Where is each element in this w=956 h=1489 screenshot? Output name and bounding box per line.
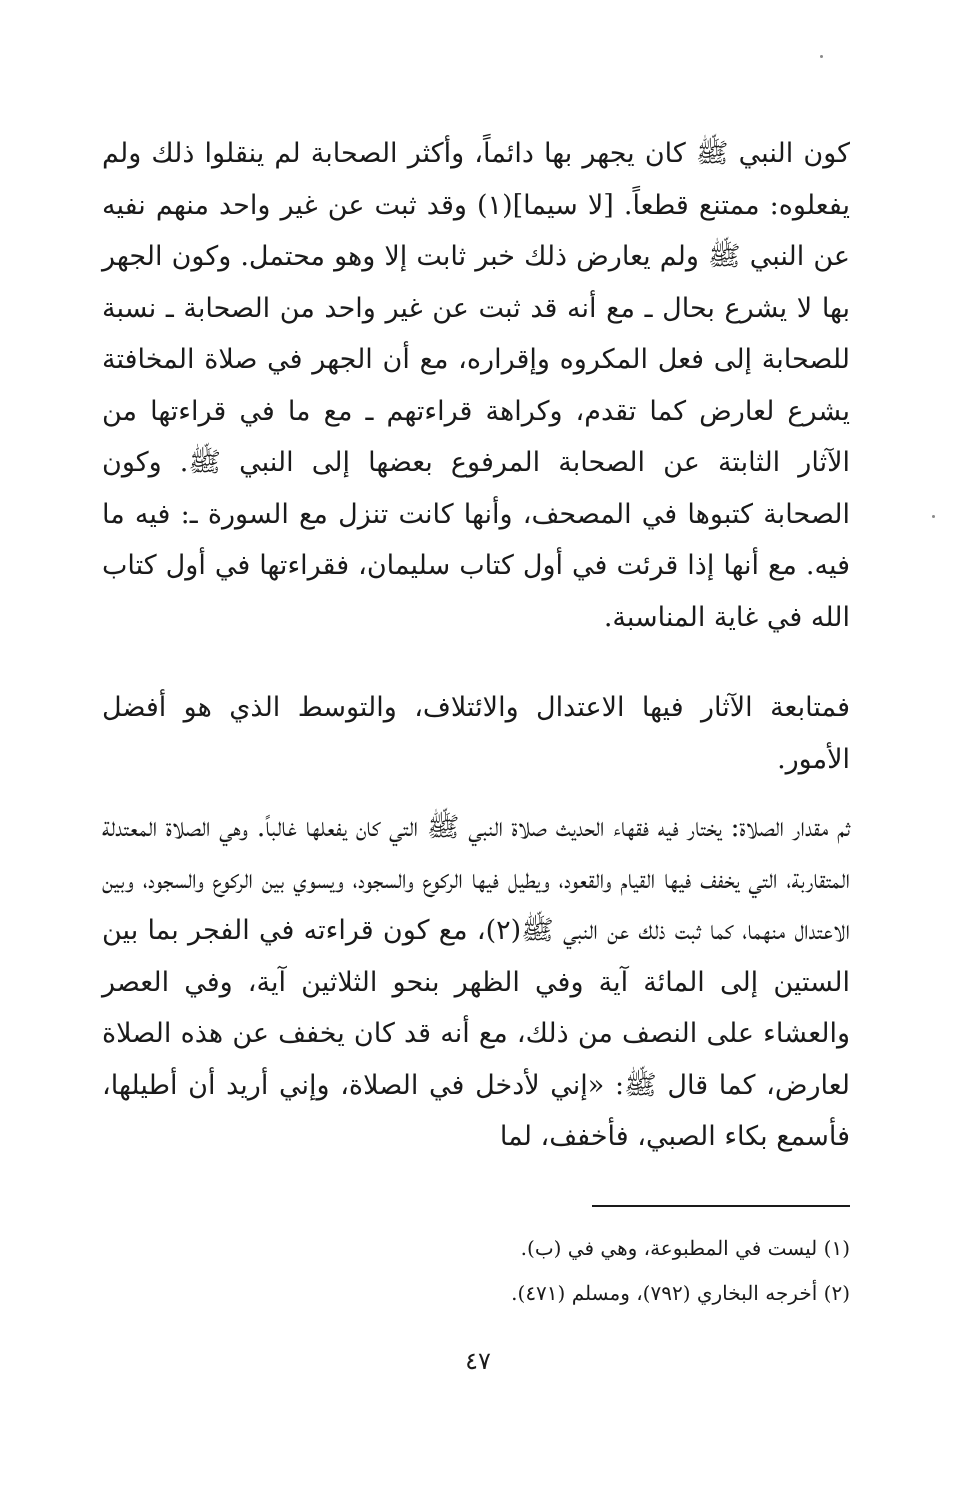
page-number: ٤٧ xyxy=(465,1347,491,1375)
body-paragraph-3: ثم مقدار الصلاة: يختار فيه فقهاء الحديث صلاة النبي ﷺ التي كان يفعلها غالباً. وهي الصلاة المعتدلة المتقاربة، التي يخفف فيها القيام والقعود، ويطيل فيها الركوع والسجود، ويسوي بين الركوع والسجود، وبين الاعتدال منهما، كما ثبت ذلك عن النبي ﷺ(٢)، مع كون قراءته في الفجر بما بين الستين إلى المائة آية وفي الظهر بنحو الثلاثين آية، وفي العصر والعشاء على النصف من ذلك، مع أنه قد كان يخفف عن هذه الصلاة لعارض، كما قال ﷺ: «إني لأدخل في الصلاة، وإني أريد أن أطيلها، فأسمع بكاء الصبي، فأخفف، لما xyxy=(102,812,850,1152)
body-paragraph-1: كون النبي ﷺ كان يجهر بها دائماً، وأكثر الصحابة لم ينقلوا ذلك ولم يفعلوه: ممتنع قطعاً. [لا سيما](١) وقد ثبت عن غير واحد منهم نفيه عن النبي ﷺ ولم يعارض ذلك خبر ثابت إلا وهو محتمل. وكون الجهر بها لا يشرع بحال ـ مع أنه قد ثبت عن غير واحد من الصحابة ـ نسبة للصحابة إلى فعل المكروه وإقراره، مع أن الجهر في صلاة المخافتة يشرع لعارض كما تقدم، وكراهة قراءتهم ـ مع ما في قراءتها من الآثار الثابتة عن الصحابة المرفوع بعضها إلى النبي ﷺ. وكون الصحابة كتبوها في المصحف، وأنها كانت تنزل مع السورة ـ: فيه ما فيه. مع أنها إذا قرئت في أول كتاب سليمان، فقراءتها في أول كتاب الله في غاية المناسبة. xyxy=(102,138,851,633)
body-paragraph-2: فمتابعة الآثار فيها الاعتدال والائتلاف، والتوسط الذي هو أفضل الأمور. xyxy=(102,692,850,775)
footnote-separator xyxy=(592,1205,850,1207)
footnote-1: (١) ليست في المطبوعة، وهي في (ب). xyxy=(520,1236,850,1260)
scan-speck xyxy=(820,55,823,58)
footnote-2: (٢) أخرجه البخاري (٧٩٢)، ومسلم (٤٧١). xyxy=(511,1281,850,1305)
scan-speck xyxy=(932,515,935,518)
